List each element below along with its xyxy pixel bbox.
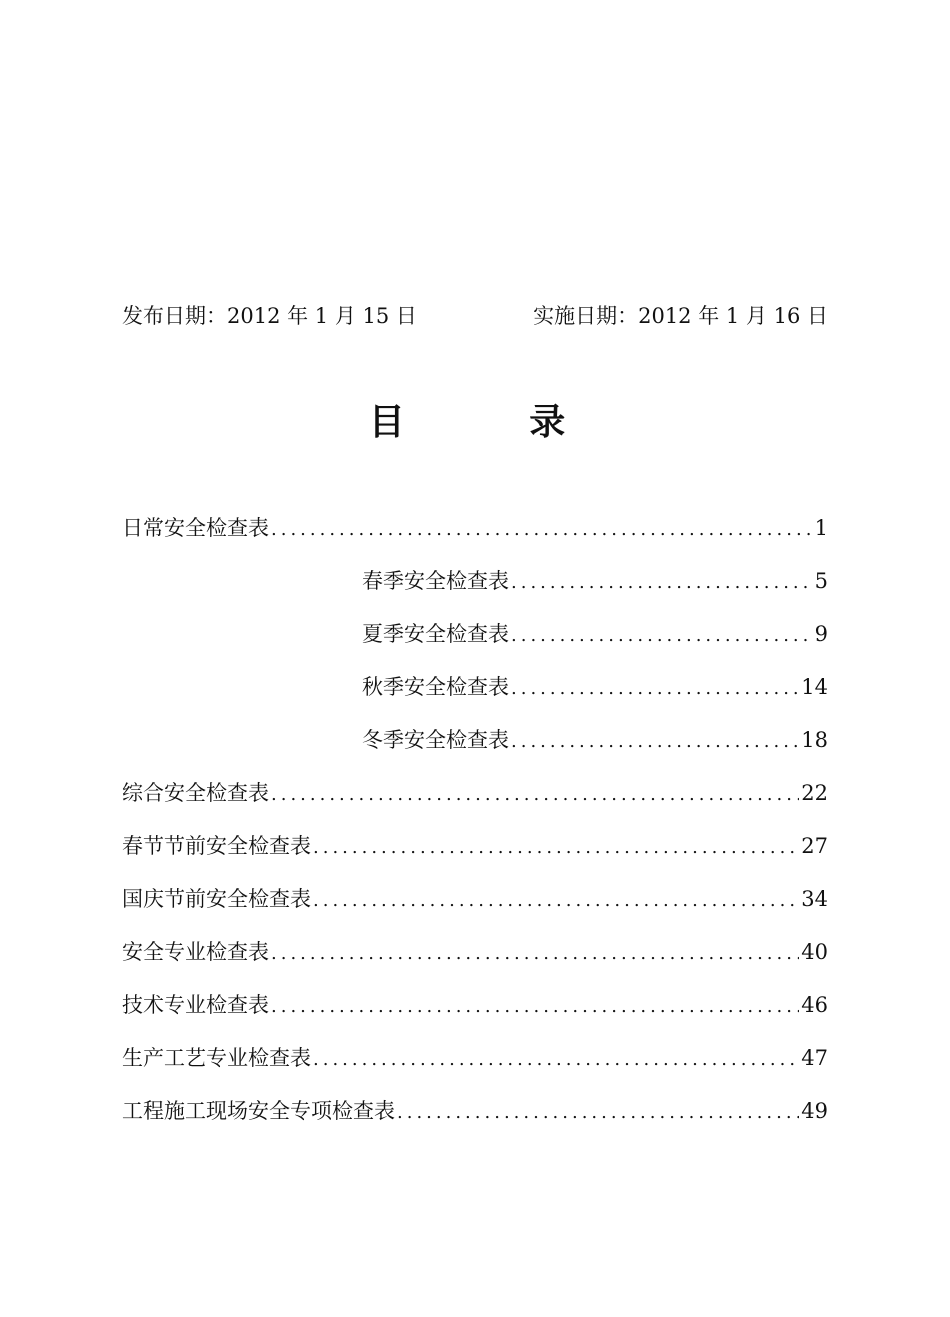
toc-entry-label: 春节节前安全检查表	[122, 834, 311, 858]
toc-entry-label: 日常安全检查表	[122, 516, 269, 540]
toc-entry-page: 18	[801, 728, 828, 752]
toc-entry-label: 秋季安全检查表	[362, 675, 509, 699]
toc-dot-leader	[271, 775, 799, 815]
table-of-contents	[122, 508, 828, 1144]
date-line	[122, 300, 828, 332]
toc-entry-page: 14	[801, 675, 828, 699]
toc-entry-page: 47	[801, 1046, 828, 1070]
toc-entry-page: 46	[801, 993, 828, 1017]
toc-entry-label: 夏季安全检查表	[362, 622, 509, 646]
toc-dot-leader	[511, 563, 813, 603]
toc-entry-page: 49	[801, 1099, 828, 1123]
toc-entry-page: 5	[814, 569, 828, 593]
toc-dot-leader	[313, 828, 799, 868]
toc-dot-leader	[271, 510, 813, 550]
toc-entry-label: 综合安全检查表	[122, 781, 269, 805]
publish-date: 发布日期：2012 年 1 月 15 日	[122, 304, 417, 328]
toc-entry-label: 国庆节前安全检查表	[122, 887, 311, 911]
toc-entry-page: 22	[801, 781, 828, 805]
toc-dot-leader	[313, 881, 799, 921]
toc-entry[interactable]	[122, 508, 828, 561]
toc-entry[interactable]	[122, 985, 828, 1038]
toc-entry-page: 34	[801, 887, 828, 911]
toc-dot-leader	[397, 1093, 799, 1133]
toc-title: 目 录	[368, 402, 622, 443]
toc-entry[interactable]	[122, 614, 828, 667]
toc-dot-leader	[313, 1040, 799, 1080]
toc-entry-page: 27	[801, 834, 828, 858]
toc-entry-label: 春季安全检查表	[362, 569, 509, 593]
toc-entry-page: 9	[814, 622, 828, 646]
toc-entry[interactable]	[122, 773, 828, 826]
toc-entry[interactable]	[122, 932, 828, 985]
toc-entry-label: 工程施工现场安全专项检查表	[122, 1099, 395, 1123]
toc-entry[interactable]	[122, 879, 828, 932]
toc-entry-label: 冬季安全检查表	[362, 728, 509, 752]
toc-entry[interactable]	[122, 1038, 828, 1091]
toc-dot-leader	[511, 616, 813, 656]
toc-entry-label: 生产工艺专业检查表	[122, 1046, 311, 1070]
toc-entry-page: 40	[801, 940, 828, 964]
toc-entry[interactable]	[122, 720, 828, 773]
implement-date: 实施日期：2012 年 1 月 16 日	[533, 304, 828, 328]
toc-entry[interactable]	[122, 1091, 828, 1144]
toc-dot-leader	[271, 934, 799, 974]
toc-entry-page: 1	[814, 516, 828, 540]
toc-entry[interactable]	[122, 561, 828, 614]
toc-entry-label: 技术专业检查表	[122, 993, 269, 1017]
toc-dot-leader	[511, 722, 799, 762]
toc-dot-leader	[511, 669, 799, 709]
toc-entry[interactable]	[122, 826, 828, 879]
toc-dot-leader	[271, 987, 799, 1027]
toc-entry-label: 安全专业检查表	[122, 940, 269, 964]
toc-entry[interactable]	[122, 667, 828, 720]
